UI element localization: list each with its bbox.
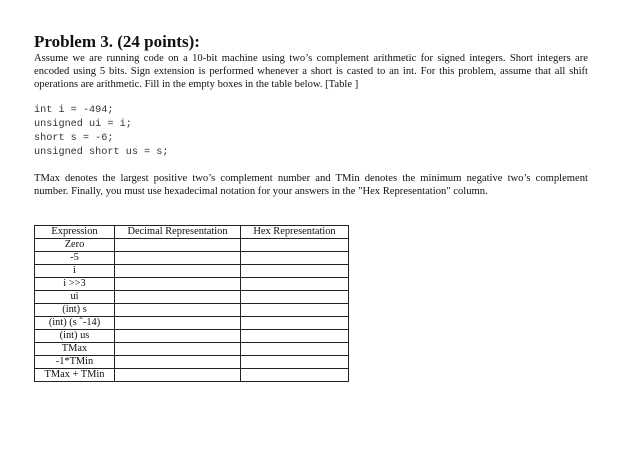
expression-cell: -1*TMin (35, 356, 115, 369)
problem-title: Problem 3. (24 points): (34, 32, 200, 51)
table-row (35, 291, 349, 304)
problem-intro: Assume we are running code on a 10-bit machine using two’s complement arithmetic for signed integers. Short integers are encoded using 5 bits. Sign extension is performed whenever a short is casted to an int. For this problem, assume that all shift operations are arithmetic. Fill in the empty boxes in the table below. [Table ] (34, 53, 588, 90)
hex-answer-cell[interactable] (241, 265, 349, 278)
header-decimal: Decimal Representation (115, 226, 241, 239)
hex-answer-cell[interactable] (241, 343, 349, 356)
expression-cell: (int) us (35, 330, 115, 343)
decimal-answer-cell[interactable] (115, 356, 241, 369)
expression-cell: i (35, 265, 115, 278)
hex-answer-cell[interactable] (241, 239, 349, 252)
decimal-answer-cell[interactable] (115, 304, 241, 317)
expression-cell: i >>3 (35, 278, 115, 291)
table-header-row (35, 226, 349, 239)
table-row (35, 343, 349, 356)
table-row (35, 239, 349, 252)
code-line: unsigned ui = i; (34, 119, 132, 130)
hex-answer-cell[interactable] (241, 252, 349, 265)
expression-cell: -5 (35, 252, 115, 265)
answer-table (34, 225, 349, 382)
hex-answer-cell[interactable] (241, 278, 349, 291)
decimal-answer-cell[interactable] (115, 239, 241, 252)
expression-cell: (int) s (35, 304, 115, 317)
header-expression: Expression (35, 226, 115, 239)
tmax-note: TMax denotes the largest positive two’s complement number and TMin denotes the minimum negative two’s complement number. Finally, you must use hexadecimal notation for your answers in the "Hex Representation" column. (34, 173, 588, 197)
hex-answer-cell[interactable] (241, 317, 349, 330)
table-row (35, 356, 349, 369)
code-line: unsigned short us = s; (34, 147, 169, 158)
table-row (35, 265, 349, 278)
decimal-answer-cell[interactable] (115, 278, 241, 291)
hex-answer-cell[interactable] (241, 356, 349, 369)
decimal-answer-cell[interactable] (115, 291, 241, 304)
table-row (35, 330, 349, 343)
code-line: short s = -6; (34, 133, 114, 144)
hex-answer-cell[interactable] (241, 369, 349, 382)
decimal-answer-cell[interactable] (115, 317, 241, 330)
decimal-answer-cell[interactable] (115, 330, 241, 343)
table-row (35, 369, 349, 382)
code-block (34, 104, 169, 160)
hex-answer-cell[interactable] (241, 330, 349, 343)
header-hex: Hex Representation (241, 226, 349, 239)
table-row (35, 252, 349, 265)
hex-answer-cell[interactable] (241, 304, 349, 317)
expression-cell: TMax + TMin (35, 369, 115, 382)
decimal-answer-cell[interactable] (115, 252, 241, 265)
table-row (35, 278, 349, 291)
table-row (35, 304, 349, 317)
decimal-answer-cell[interactable] (115, 343, 241, 356)
decimal-answer-cell[interactable] (115, 369, 241, 382)
expression-cell: TMax (35, 343, 115, 356)
table-row (35, 317, 349, 330)
code-line: int i = -494; (34, 105, 114, 116)
expression-cell: Zero (35, 239, 115, 252)
expression-cell: ui (35, 291, 115, 304)
hex-answer-cell[interactable] (241, 291, 349, 304)
decimal-answer-cell[interactable] (115, 265, 241, 278)
expression-cell: (int) (s ˆ-14) (35, 317, 115, 330)
